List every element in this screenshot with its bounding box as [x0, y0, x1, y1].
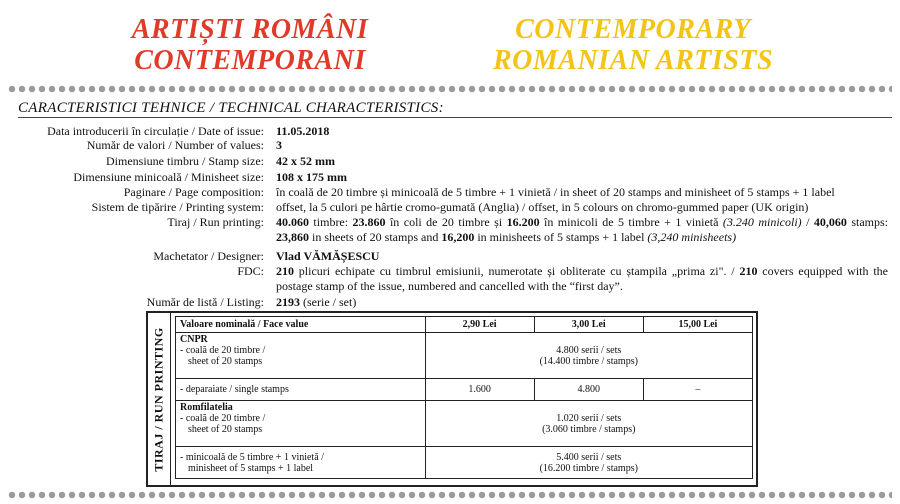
spec-value — [276, 215, 888, 245]
run-mini-en: 16,200 — [441, 230, 475, 244]
run-text: stamps: — [846, 215, 888, 229]
run-sheets-ro: 23.860 — [352, 215, 386, 229]
dotted-divider-top — [8, 85, 892, 93]
listing-number: 2193 — [276, 295, 300, 309]
table-row — [176, 379, 753, 401]
spec-label: Paginare / Page composition: — [123, 185, 264, 199]
spec-label: Număr de valori / Number of values: — [86, 138, 264, 152]
row-label — [176, 447, 426, 479]
title-en-line1: CONTEMPORARY — [515, 14, 751, 45]
quantity-line: (16.200 timbre / stamps) — [539, 462, 638, 474]
fdc-count-ro: 210 — [276, 264, 294, 278]
listing-suffix: (serie / set) — [300, 295, 357, 309]
face-value-table — [175, 316, 753, 479]
row-quantity — [425, 447, 752, 479]
row-quantity — [425, 333, 752, 379]
run-text: in sheets of 20 stamps and — [309, 230, 442, 244]
spec-value: 3 — [276, 138, 282, 152]
side-label-text: TIRAJ / RUN PRINTING — [151, 326, 166, 472]
title-english — [468, 14, 798, 76]
fdc-text-ro: plicuri echipate cu timbrul emisiunii, numerotate și obliterate cu ștampila „prima zi". / — [294, 264, 740, 278]
row-label-line: minisheet of 5 stamps + 1 label — [188, 462, 314, 474]
distributor-romfilatelia: Romfilatelia — [180, 402, 233, 413]
row-label-line: sheet of 20 stamps — [188, 424, 263, 435]
col-header-value-1: 2,90 Lei — [425, 317, 534, 333]
single-qty-3: – — [643, 379, 752, 401]
fdc-text-en: covers equipped with the postage stamp of the issue, numbered and cancelled with the “first day”. — [276, 264, 888, 293]
col-header-value-2: 3,00 Lei — [534, 317, 643, 333]
run-text: in minisheets of 5 stamps + 1 label — [474, 230, 648, 244]
row-label-line: - coală de 20 timbre / — [180, 413, 266, 424]
spec-value: 42 x 52 mm — [276, 154, 335, 168]
title-en-line2: ROMANIAN ARTISTS — [492, 45, 774, 76]
spec-label: Dimensiune minicoală / Minisheet size: — [73, 170, 264, 184]
col-header-value-3: 15,00 Lei — [643, 317, 752, 333]
run-note-en: (3,240 minisheets) — [647, 230, 737, 244]
table-row — [176, 447, 753, 479]
run-sheets-en: 23,860 — [276, 230, 309, 244]
spec-label: Dimensiune timbru / Stamp size: — [106, 154, 264, 168]
spec-label: FDC: — [237, 264, 264, 278]
col-header-face-value: Valoare nominală / Face value — [176, 317, 426, 333]
quantity-line: (14.400 timbre / stamps) — [539, 355, 638, 367]
spec-value: 11.05.2018 — [276, 124, 330, 138]
row-label-line: sheet of 20 stamps — [188, 356, 263, 367]
spec-value: 108 x 175 mm — [276, 170, 347, 184]
title-ro-line2: CONTEMPORANI — [134, 45, 366, 76]
quantity-line: 4.800 serii / sets — [556, 344, 622, 356]
heading-underline — [18, 117, 892, 118]
table-side-label — [148, 313, 171, 485]
spec-value — [276, 295, 888, 309]
title-ro-line1: ARTIȘTI ROMÂNI — [131, 14, 369, 45]
run-total-ro: 40.060 — [276, 215, 309, 229]
run-mini-ro: 16.200 — [506, 215, 540, 229]
distributor-cnpr: CNPR — [180, 334, 208, 345]
spec-label: Data introducerii în circulație / Date of issue: — [47, 124, 264, 138]
run-text: / — [801, 215, 810, 229]
spec-label: Număr de listă / Listing: — [146, 295, 264, 309]
quantity-line: 5.400 serii / sets — [556, 451, 622, 463]
spec-value: Vlad VĂMĂȘESCU — [276, 249, 380, 263]
spec-label: Sistem de tipărire / Printing system: — [91, 200, 264, 214]
table-row — [176, 401, 753, 447]
table-header-row — [176, 317, 753, 333]
title-romanian — [90, 14, 410, 76]
run-total-en: 40,060 — [813, 215, 847, 229]
fdc-count-en: 210 — [739, 264, 758, 278]
spec-value: offset, la 5 culori pe hârtie cromo-gumată (Anglia) / offset, in 5 colours on chromo-gummed paper (UK origin) — [276, 200, 809, 214]
single-qty-1: 1.600 — [425, 379, 534, 401]
row-label: - deparaiate / single stamps — [176, 379, 426, 401]
section-heading: CARACTERISTICI TEHNICE / TECHNICAL CHARACTERISTICS: — [18, 100, 444, 116]
run-printing-table — [146, 311, 758, 487]
spec-label: Tiraj / Run printing: — [167, 215, 264, 229]
table-row — [176, 333, 753, 379]
spec-value — [276, 264, 888, 294]
spec-label: Machetator / Designer: — [153, 249, 264, 263]
quantity-line: 1.020 serii / sets — [556, 412, 622, 424]
row-label-line: - coală de 20 timbre / — [180, 345, 266, 356]
quantity-line: (3.060 timbre / stamps) — [542, 423, 636, 435]
run-text: timbre: — [309, 215, 353, 229]
dotted-divider-bottom — [8, 491, 892, 499]
row-label-line: - minicoală de 5 timbre + 1 vinietă / — [180, 451, 324, 463]
spec-value: în coală de 20 timbre și minicoală de 5 timbre + 1 vinietă / in sheet of 20 stamps and minisheet of 5 stamps + 1 label — [276, 185, 835, 199]
row-label — [176, 333, 426, 379]
run-note-ro: (3.240 minicoli) — [722, 215, 802, 229]
single-qty-2: 4.800 — [534, 379, 643, 401]
run-text: în minicoli de 5 timbre + 1 vinietă — [539, 215, 723, 229]
run-text: în coli de 20 timbre și — [385, 215, 507, 229]
row-label — [176, 401, 426, 447]
row-quantity — [425, 401, 752, 447]
